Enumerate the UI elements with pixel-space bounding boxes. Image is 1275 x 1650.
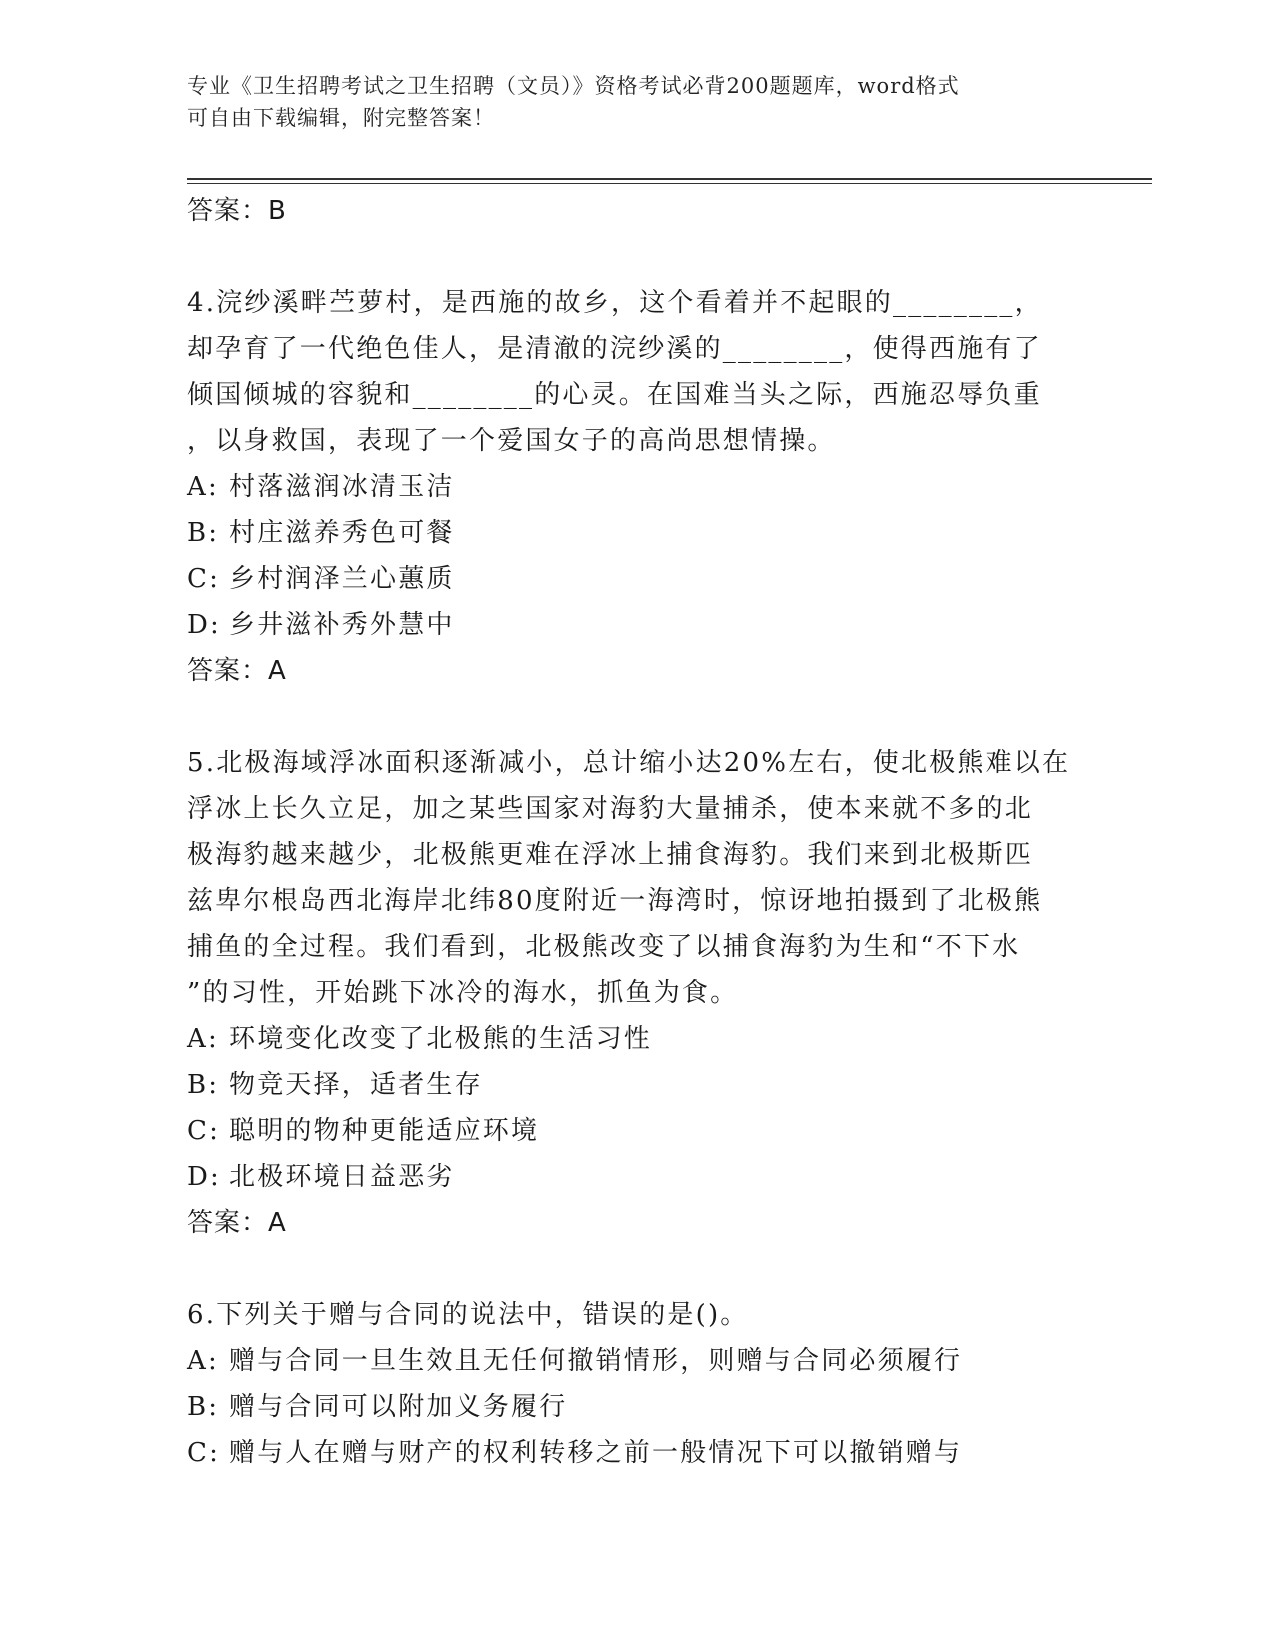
option-letter: C: <box>187 564 221 594</box>
option-text: 物竞天择，适者生存 <box>229 1070 483 1100</box>
question-stem-line: 倾国倾城的容貌和________的心灵。在国难当头之际，西施忍辱负重 <box>187 380 1042 410</box>
option-d <box>187 1154 1087 1200</box>
option-d <box>187 602 1087 648</box>
question-stem-line: 5.北极海域浮冰面积逐渐减小，总计缩小达20%左右，使北极熊难以在 <box>187 748 1071 778</box>
option-text: 环境变化改变了北极熊的生活习性 <box>229 1024 653 1054</box>
option-c <box>187 1430 1087 1476</box>
option-b <box>187 1062 1087 1108</box>
header-rule-thin <box>187 183 1152 184</box>
question-list <box>187 188 1087 1476</box>
question-stem-line: ，以身救国，表现了一个爱国女子的高尚思想情操。 <box>187 426 836 456</box>
option-b <box>187 1384 1087 1430</box>
option-a <box>187 1338 1087 1384</box>
answer-label: 答案：A <box>187 1208 287 1238</box>
answer-label: 答案：A <box>187 656 287 686</box>
option-text: 赠与合同一旦生效且无任何撤销情形，则赠与合同必须履行 <box>229 1346 963 1376</box>
header-line-1: 专业《卫生招聘考试之卫生招聘（文员）》资格考试必背200题题库，word格式 <box>187 74 960 98</box>
option-letter: B: <box>187 518 220 548</box>
question-stem-line: 4.浣纱溪畔苎萝村，是西施的故乡，这个看着并不起眼的________， <box>187 288 1043 318</box>
option-b <box>187 510 1087 556</box>
option-text: 乡井滋补秀外慧中 <box>229 610 455 640</box>
option-letter: B: <box>187 1392 220 1422</box>
option-letter: C: <box>187 1116 221 1146</box>
option-letter: A: <box>187 472 219 502</box>
option-text: 村庄滋养秀色可餐 <box>229 518 455 548</box>
header-rule-thick <box>187 178 1152 180</box>
option-text: 赠与合同可以附加义务履行 <box>229 1392 568 1422</box>
document-header <box>187 70 1087 134</box>
question-stem-line: 兹卑尔根岛西北海岸北纬80度附近一海湾时，惊讶地拍摄到了北极熊 <box>187 886 1043 916</box>
previous-answer: 答案：B <box>187 196 287 226</box>
option-a <box>187 464 1087 510</box>
option-text: 北极环境日益恶劣 <box>229 1162 455 1192</box>
option-letter: A: <box>187 1024 219 1054</box>
question-stem-line: 极海豹越来越少，北极熊更难在浮冰上捕食海豹。我们来到北极斯匹 <box>187 840 1034 870</box>
option-a <box>187 1016 1087 1062</box>
option-letter: C: <box>187 1438 221 1468</box>
question-stem-line: ”的习性，开始跳下冰冷的海水，抓鱼为食。 <box>187 978 739 1008</box>
option-c <box>187 556 1087 602</box>
question-6 <box>187 1292 1087 1476</box>
header-line-2: 可自由下载编辑，附完整答案！ <box>187 106 495 130</box>
option-letter: B: <box>187 1070 220 1100</box>
question-5 <box>187 740 1087 1246</box>
option-c <box>187 1108 1087 1154</box>
option-text: 聪明的物种更能适应环境 <box>229 1116 540 1146</box>
option-letter: D: <box>187 1162 222 1192</box>
option-letter: A: <box>187 1346 219 1376</box>
option-text: 村落滋润冰清玉洁 <box>229 472 455 502</box>
option-text: 乡村润泽兰心蕙质 <box>229 564 455 594</box>
question-stem-line: 却孕育了一代绝色佳人，是清澈的浣纱溪的________，使得西施有了 <box>187 334 1042 364</box>
question-stem-line: 6.下列关于赠与合同的说法中，错误的是()。 <box>187 1300 749 1330</box>
question-stem-line: 浮冰上长久立足，加之某些国家对海豹大量捕杀，使本来就不多的北 <box>187 794 1034 824</box>
question-4 <box>187 280 1087 694</box>
question-stem-line: 捕鱼的全过程。我们看到，北极熊改变了以捕食海豹为生和“不下水 <box>187 932 1021 962</box>
option-text: 赠与人在赠与财产的权利转移之前一般情况下可以撤销赠与 <box>229 1438 963 1468</box>
option-letter: D: <box>187 610 222 640</box>
